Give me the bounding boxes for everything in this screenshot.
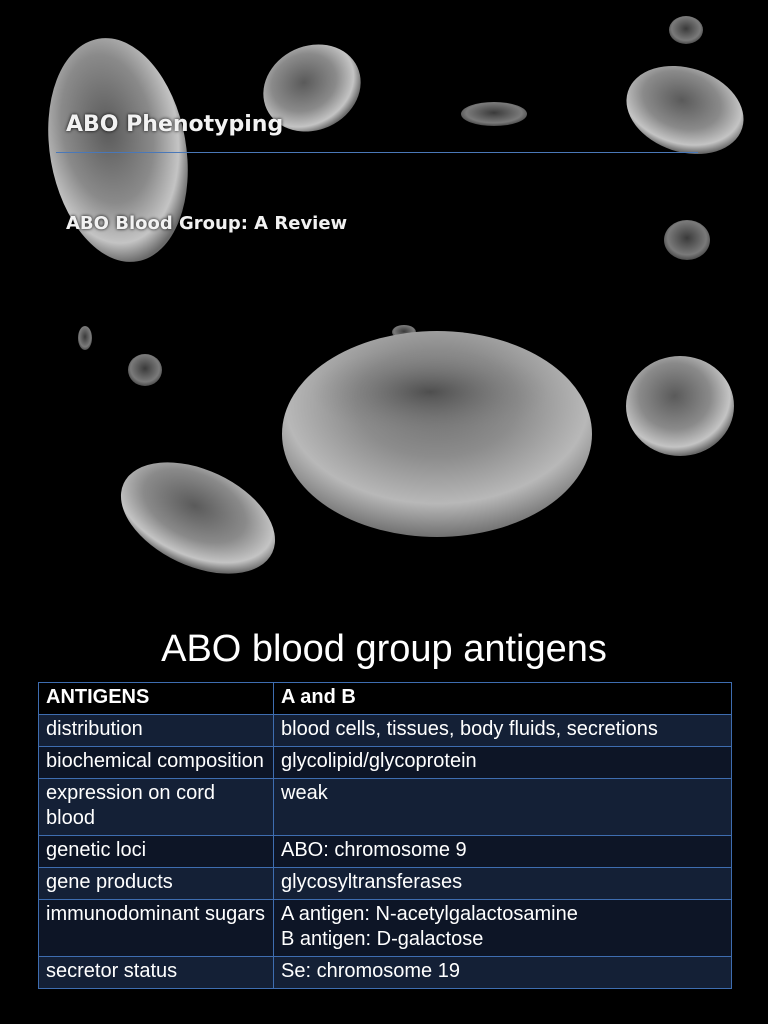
- slide-title: ABO Phenotyping: [66, 112, 284, 137]
- cell-shape: [461, 102, 527, 126]
- table-row: [39, 836, 732, 868]
- table-cell: glycosyltransferases: [274, 868, 732, 900]
- table-row: [39, 779, 732, 836]
- slide-subtitle: ABO Blood Group: A Review: [66, 213, 348, 234]
- table-cell: expression on cord blood: [39, 779, 274, 836]
- table-row: [39, 868, 732, 900]
- cell-line: B antigen: D-galactose: [281, 928, 484, 950]
- cell-shape: [615, 52, 755, 169]
- slide-heading: ABO blood group antigens: [161, 628, 607, 670]
- title-divider: [56, 152, 698, 153]
- cell-shape: [664, 220, 710, 260]
- table-row: [39, 957, 732, 989]
- table-cell: blood cells, tissues, body fluids, secretions: [274, 715, 732, 747]
- table-row: [39, 900, 732, 957]
- table-header-row: [39, 683, 732, 715]
- antigens-slide: [0, 576, 768, 1024]
- cell-shape: [31, 27, 204, 273]
- table-cell: biochemical composition: [39, 747, 274, 779]
- antigens-table: [38, 682, 732, 989]
- cell-shape: [312, 347, 548, 437]
- table-cell: Se: chromosome 19: [274, 957, 732, 989]
- cell-shape: [78, 326, 92, 350]
- table-row: [39, 747, 732, 779]
- table-cell: genetic loci: [39, 836, 274, 868]
- cell-line: A antigen: N-acetylgalactosamine: [281, 903, 578, 925]
- table-cell: immunodominant sugars: [39, 900, 274, 957]
- table-cell: ABO: chromosome 9: [274, 836, 732, 868]
- cell-shape: [669, 16, 703, 44]
- header-cell: A and B: [274, 683, 732, 715]
- cell-shape: [103, 440, 292, 576]
- table-cell: [274, 900, 732, 957]
- table-cell: distribution: [39, 715, 274, 747]
- table-cell: glycolipid/glycoprotein: [274, 747, 732, 779]
- table-cell: weak: [274, 779, 732, 836]
- table-cell: gene products: [39, 868, 274, 900]
- header-cell: ANTIGENS: [39, 683, 274, 715]
- table-cell: secretor status: [39, 957, 274, 989]
- table-row: [39, 715, 732, 747]
- cell-shape: [128, 354, 162, 386]
- cell-shape: [626, 356, 734, 456]
